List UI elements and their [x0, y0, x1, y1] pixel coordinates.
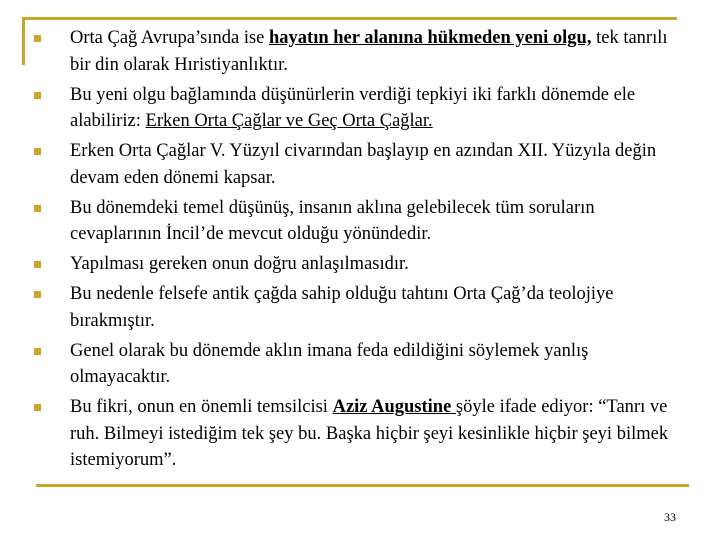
item-text: Bu yeni olgu bağlamında düşünürlerin verdiği tepkiyi iki farklı dönemde ele alabiliriz:: [70, 84, 636, 131]
item-emphasis: Aziz Augustine: [332, 397, 456, 417]
list-item: [34, 338, 684, 391]
top-rule: [22, 17, 677, 20]
square-bullet-icon: [34, 348, 41, 355]
square-bullet-icon: [34, 148, 41, 155]
item-text: Orta Çağ Avrupa’sında ise: [70, 28, 270, 48]
list-item: [34, 25, 684, 78]
item-emphasis: Erken Orta Çağlar ve Geç Orta Çağlar.: [145, 111, 433, 131]
list-item: [34, 251, 684, 278]
square-bullet-icon: [34, 92, 41, 99]
page-number: 33: [664, 510, 676, 524]
item-text: Genel olarak bu dönemde aklın imana feda edildiğini söylemek yanlış olmayacaktır.: [70, 340, 589, 387]
item-text: Bu fikri, onun en önemli temsilcisi: [70, 397, 333, 417]
square-bullet-icon: [34, 404, 41, 411]
list-item: [34, 195, 684, 248]
bottom-rule: [36, 484, 689, 487]
bullet-list: [34, 25, 684, 477]
square-bullet-icon: [34, 291, 41, 298]
item-text: Bu nedenle felsefe antik çağda sahip olduğu tahtını Orta Çağ’da teolojiye bırakmıştır.: [70, 284, 614, 331]
item-emphasis: hayatın her alanına hükmeden yeni olgu,: [269, 28, 592, 48]
list-item: [34, 281, 684, 334]
left-rule: [22, 17, 25, 65]
square-bullet-icon: [34, 205, 41, 212]
item-text: Yapılması gereken onun doğru anlaşılmasıdır.: [70, 254, 409, 274]
item-text: Bu dönemdeki temel düşünüş, insanın aklına gelebilecek tüm soruların cevaplarının İncil’de mevcut olduğu yönündedir.: [70, 197, 595, 244]
square-bullet-icon: [34, 261, 41, 268]
item-text: şöyle ifade ediyor: “Tanrı ve ruh. Bilmeyi istediğim tek şey bu. Başka hiçbir şeyi kesinlikle hiçbir şeyi bilmek istemiyorum”.: [70, 397, 669, 470]
item-text: tek tanrılı bir din olarak Hıristiyanlıktır.: [70, 28, 668, 75]
list-item: [34, 82, 684, 135]
list-item: [34, 138, 684, 191]
list-item: [34, 394, 684, 474]
item-text: Erken Orta Çağlar V. Yüzyıl civarından başlayıp en azından XII. Yüzyıla değin devam eden dönemi kapsar.: [70, 141, 657, 188]
square-bullet-icon: [34, 35, 41, 42]
